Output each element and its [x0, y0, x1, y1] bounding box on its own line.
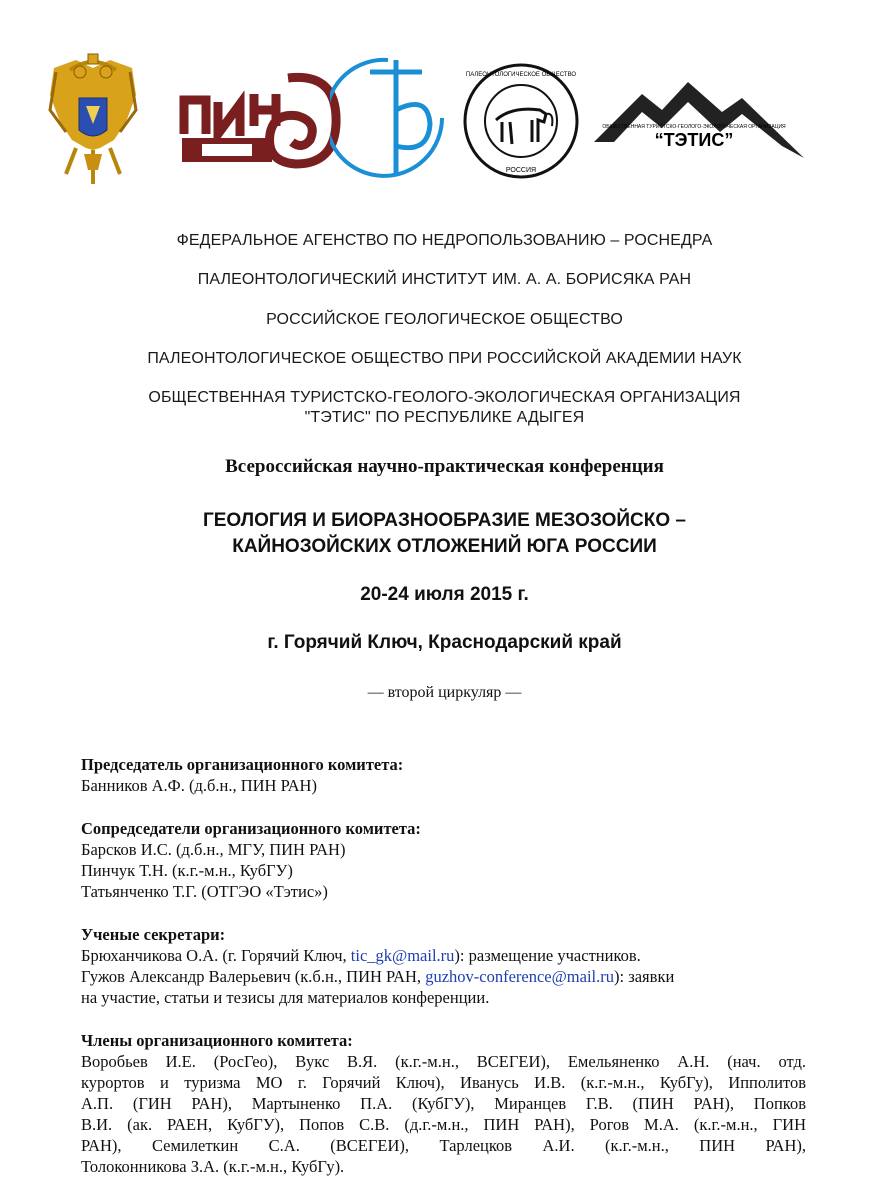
members-line: Воробьев И.Е. (РосГео), Вукс В.Я. (к.г.-м.н., ВСЕГЕИ), Емельяненко А.Н. (нач. отд. — [81, 1052, 806, 1071]
tetis-logo-icon — [592, 76, 806, 168]
organizer-line: ПАЛЕОНТОЛОГИЧЕСКОЕ ОБЩЕСТВО ПРИ РОССИЙСКОЙ АКАДЕМИИ НАУК — [147, 350, 742, 367]
secretary-entry-continued: на участие, статьи и тезисы для материалов конференции. — [81, 988, 490, 1007]
conference-place: г. Горячий Ключ, Краснодарский край — [267, 632, 622, 653]
svg-text:“ТЭТИС”: “ТЭТИС” — [654, 130, 734, 150]
members-line: В.И. (ак. РАЕН, КубГУ), Попов С.В. (д.г.-м.н., ПИН РАН), Рогов М.А. (к.г.-м.н., ГИН — [81, 1115, 806, 1134]
chair-section — [81, 754, 806, 796]
section-heading: Ученые секретари: — [81, 925, 226, 944]
committee-member: Татьянченко Т.Г. (ОТГЭО «Тэтис») — [81, 882, 328, 901]
secretary-text: Брюханчикова О.А. (г. Горячий Ключ, — [81, 946, 351, 965]
committee-member: Пинчук Т.Н. (к.г.-м.н., КубГУ) — [81, 861, 293, 880]
members-line: РАН), Семилеткин С.А. (ВСЕГЕИ), Тарлецков А.И. (к.г.-м.н., ПИН РАН), — [81, 1136, 806, 1155]
secretary-text: ): размещение участников. — [454, 946, 641, 965]
organizer-line: "ТЭТИС" ПО РЕСПУБЛИКЕ АДЫГЕЯ — [304, 409, 585, 426]
section-heading: Сопредседатели организационного комитета: — [81, 819, 421, 838]
section-heading: Председатель организационного комитета: — [81, 755, 404, 774]
secretary-text: ): заявки — [614, 967, 675, 986]
organizer-line: ОБЩЕСТВЕННАЯ ТУРИСТСКО-ГЕОЛОГО-ЭКОЛОГИЧЕСКАЯ ОРГАНИЗАЦИЯ — [148, 389, 741, 406]
members-line: курортов и туризма МО г. Горячий Ключ), Иванусь И.В. (к.г.-м.н., КубГу), Ипполитов — [81, 1073, 806, 1092]
conference-title — [0, 508, 889, 560]
rosnedra-coat-of-arms-icon — [46, 50, 140, 188]
secretary-text: Гужов Александр Валерьевич (к.б.н., ПИН РАН, — [81, 967, 426, 986]
paleontological-society-logo-icon — [462, 62, 580, 180]
conference-dates: 20-24 июля 2015 г. — [360, 584, 529, 605]
email-link[interactable]: tic_gk@mail.ru — [350, 946, 455, 965]
geological-society-logo-icon — [330, 54, 450, 184]
members-section — [81, 1030, 806, 1177]
members-line: Толоконникова З.А. (к.г.-м.н., КубГу). — [81, 1157, 345, 1176]
organizer-line: ПАЛЕОНТОЛОГИЧЕСКИЙ ИНСТИТУТ ИМ. А. А. БОРИСЯКА РАН — [197, 271, 692, 288]
members-line: А.П. (ГИН РАН), Мартыненко П.А. (КубГУ), Миранцев Г.В. (ПИН РАН), Попков — [81, 1094, 806, 1113]
svg-text:ПАЛЕОНТОЛОГИЧЕСКОЕ ОБЩЕСТВО: ПАЛЕОНТОЛОГИЧЕСКОЕ ОБЩЕСТВО — [465, 72, 577, 78]
pin-ran-logo-icon — [178, 64, 350, 172]
logo-row — [40, 48, 820, 198]
conference-title-line: ГЕОЛОГИЯ И БИОРАЗНООБРАЗИЕ МЕЗОЗОЙСКО – — [202, 510, 686, 531]
organizer-line: РОССИЙСКОЕ ГЕОЛОГИЧЕСКОЕ ОБЩЕСТВО — [266, 311, 623, 328]
committee-member: Банников А.Ф. (д.б.н., ПИН РАН) — [81, 776, 317, 795]
committee-member: Барсков И.С. (д.б.н., МГУ, ПИН РАН) — [81, 840, 346, 859]
circular-label: — второй циркуляр — — [367, 684, 522, 701]
svg-text:ОБЩЕСТВЕННАЯ ТУРИСТСКО-ГЕОЛОГО: ОБЩЕСТВЕННАЯ ТУРИСТСКО-ГЕОЛОГО-ЭКОЛОГИЧЕСКАЯ ОРГАНИЗАЦИЯ — [602, 124, 786, 130]
email-link[interactable]: guzhov-conference@mail.ru — [425, 967, 615, 986]
secretary-entry — [81, 945, 806, 966]
conference-type: Всероссийская научно-практическая конференция — [225, 456, 664, 477]
secretaries-section — [81, 924, 806, 1008]
svg-text:РОССИЯ: РОССИЯ — [505, 167, 537, 174]
organizer-line: ФЕДЕРАЛЬНОЕ АГЕНСТВО ПО НЕДРОПОЛЬЗОВАНИЮ – РОСНЕДРА — [176, 232, 713, 249]
conference-title-line: КАЙНОЗОЙСКИХ ОТЛОЖЕНИЙ ЮГА РОССИИ — [232, 536, 657, 557]
cochairs-section — [81, 818, 806, 902]
secretary-entry — [81, 966, 806, 987]
section-heading: Члены организационного комитета: — [81, 1031, 353, 1050]
